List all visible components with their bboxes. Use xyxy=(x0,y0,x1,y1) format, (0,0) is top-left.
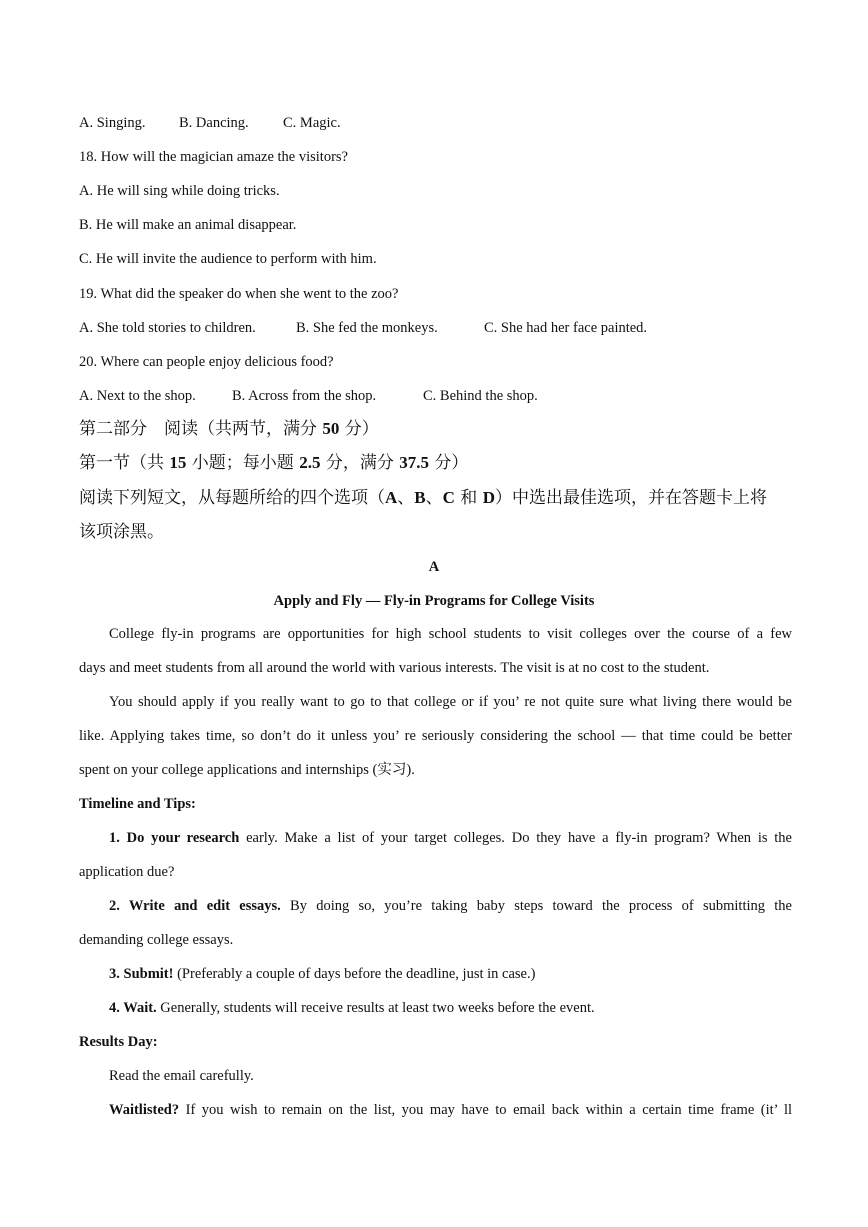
q18-option-a: A. He will sing while doing tricks. xyxy=(79,183,280,199)
paragraph-2-line-1: You should apply if you really want to go to that college or if you’ re not quite sure what living there would be xyxy=(109,694,792,710)
q17-option-c: C. Magic. xyxy=(283,115,341,131)
q20-option-a: A. Next to the shop. xyxy=(79,388,196,404)
q18-option-b: B. He will make an animal disappear. xyxy=(79,217,297,233)
section1-question-count: 15 xyxy=(169,453,187,472)
instruction-letter-b: B xyxy=(414,488,426,507)
section1-per-question-score: 2.5 xyxy=(299,453,321,472)
instruction-letter-a: A xyxy=(385,488,398,507)
section1-text-e: 分，满分 xyxy=(320,453,400,473)
q18-option-c: C. He will invite the audience to perform with him. xyxy=(79,251,377,267)
part2-total-score: 50 xyxy=(322,419,340,438)
tip-4-title: 4. Wait. xyxy=(109,1000,157,1016)
q19-question: 19. What did the speaker do when she went to the zoo? xyxy=(79,286,399,302)
section1-text-g: 分） xyxy=(429,453,469,473)
results-heading: Results Day: xyxy=(79,1034,158,1050)
q20-option-b: B. Across from the shop. xyxy=(232,388,377,404)
tip-2-line-1 xyxy=(79,889,792,923)
tip-1-text: early. Make a list of your target colleges. Do they have a fly-in program? When is the xyxy=(239,830,792,846)
results-paragraph-1: Read the email carefully. xyxy=(109,1068,254,1084)
part2-heading-text: 第二部分 阅读（共两节，满分 xyxy=(79,419,323,439)
paragraph-1-line-1: College fly-in programs are opportunities for high school students to visit colleges over the course of a few xyxy=(109,626,792,642)
q19-option-b: B. She fed the monkeys. xyxy=(296,320,438,336)
section1-heading xyxy=(79,451,468,475)
instruction-sep-2: 、 xyxy=(425,488,443,508)
tip-1-line-2: application due? xyxy=(79,864,175,880)
q17-option-a: A. Singing. xyxy=(79,115,146,131)
paragraph-1-line-2: days and meet students from all around the world with various interests. The visit is at no cost to the student. xyxy=(79,660,710,676)
paragraph-2-line-3: spent on your college applications and internships (实习). xyxy=(79,762,415,778)
q19-options xyxy=(79,318,647,338)
tip-1-line-1 xyxy=(79,821,792,855)
passage-title: Apply and Fly — Fly-in Programs for College Visits xyxy=(273,593,595,609)
tip-2-line-2: demanding college essays. xyxy=(79,932,234,948)
tip-3 xyxy=(79,957,792,991)
instruction-text-i: ）中选出最佳选项，并在答题卡上将 xyxy=(495,488,767,508)
instruction-sep-1: 、 xyxy=(397,488,415,508)
q20-question: 20. Where can people enjoy delicious food? xyxy=(79,354,334,370)
q17-option-b: B. Dancing. xyxy=(179,115,249,131)
part2-heading xyxy=(79,417,379,441)
instruction-letter-d: D xyxy=(482,488,495,507)
paragraph-2-line-2: like. Applying takes time, so don’t do it unless you’ re seriously considering the school — that time could be better xyxy=(79,728,792,744)
instruction-letter-c: C xyxy=(442,488,455,507)
instruction-text-a: 阅读下列短文，从每题所给的四个选项（ xyxy=(79,488,385,508)
instruction-and: 和 xyxy=(454,488,483,508)
tip-2-title: 2. Write and edit essays. xyxy=(109,898,281,914)
waitlisted-title: Waitlisted? xyxy=(109,1102,180,1118)
q19-option-a: A. She told stories to children. xyxy=(79,320,256,336)
section1-text-c: 小题；每小题 xyxy=(186,453,300,473)
tip-3-text: (Preferably a couple of days before the deadline, just in case.) xyxy=(173,966,536,982)
tip-1-title: 1. Do your research xyxy=(109,830,240,846)
tip-2-text: By doing so, you’re taking baby steps toward the process of submitting the xyxy=(280,898,792,914)
passage-letter: A xyxy=(428,559,440,575)
q20-options xyxy=(79,386,538,406)
instruction-line2: 该项涂黑。 xyxy=(79,522,164,542)
tip-4-text: Generally, students will receive results at least two weeks before the event. xyxy=(156,1000,595,1016)
timeline-heading: Timeline and Tips: xyxy=(79,796,196,812)
tip-4 xyxy=(79,991,792,1025)
q18-question: 18. How will the magician amaze the visitors? xyxy=(79,149,348,165)
q17-options xyxy=(79,113,341,133)
q20-option-c: C. Behind the shop. xyxy=(423,388,538,404)
part2-heading-unit: 分） xyxy=(339,419,379,439)
q19-option-c: C. She had her face painted. xyxy=(484,320,648,336)
instruction-line1 xyxy=(79,486,767,510)
waitlisted-text: If you wish to remain on the list, you may have to email back within a certain time frame (it’ ll xyxy=(179,1102,792,1118)
tip-3-title: 3. Submit! xyxy=(109,966,174,982)
section1-total-score: 37.5 xyxy=(399,453,430,472)
section1-text-a: 第一节（共 xyxy=(79,453,170,473)
waitlisted-line-1 xyxy=(79,1093,792,1127)
